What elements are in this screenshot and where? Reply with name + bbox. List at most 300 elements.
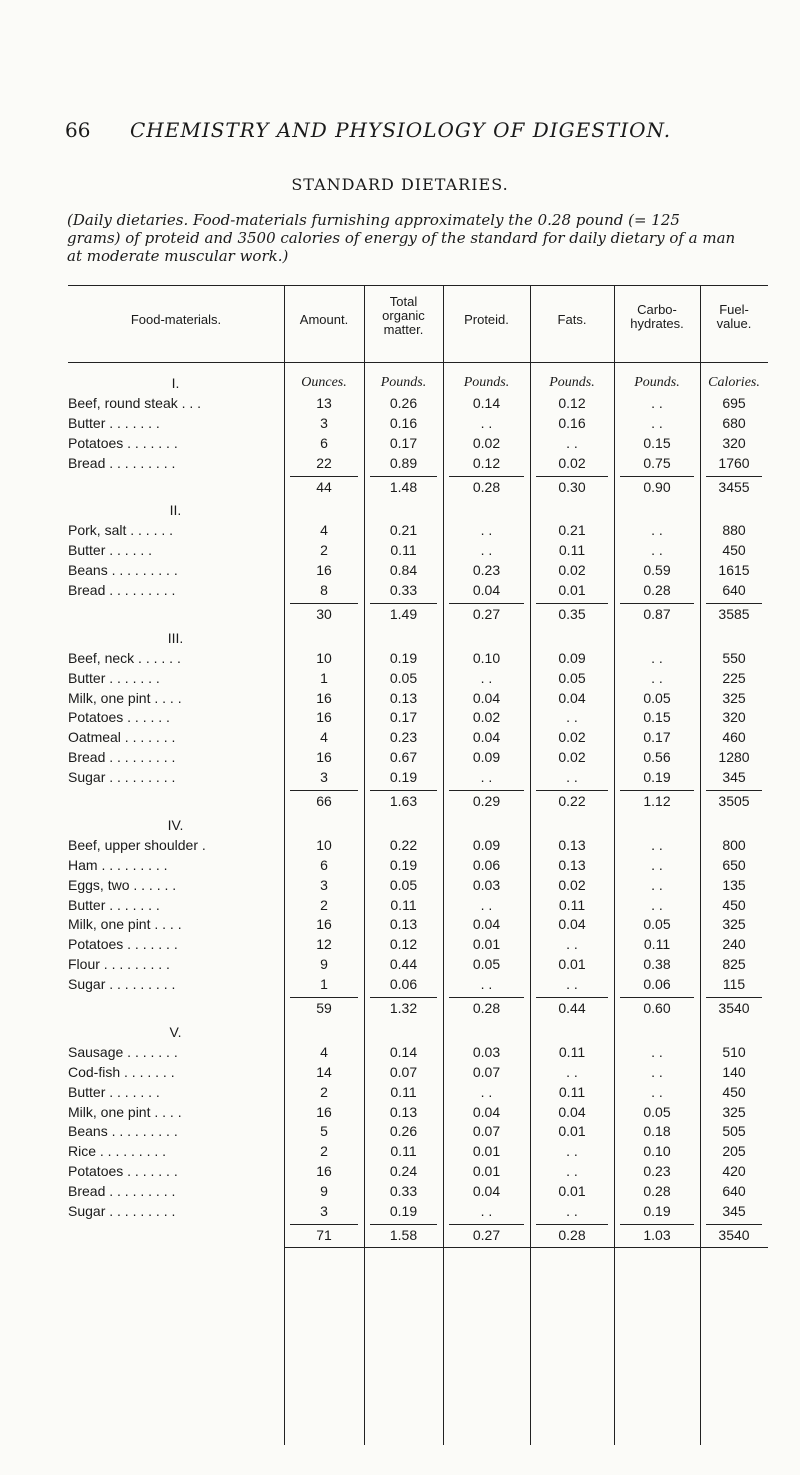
table-cell: 0.18 [643, 1123, 671, 1140]
table-cell: 4 [320, 522, 328, 539]
table-cell: 0.11 [390, 542, 417, 559]
total-cell: 3505 [718, 793, 750, 809]
table-cell: . . [651, 542, 663, 559]
table-cell: 345 [722, 769, 746, 786]
table-cell: 12 [316, 936, 332, 953]
table-cell: 0.21 [558, 522, 586, 539]
table-cell: 0.07 [472, 1063, 501, 1080]
total-rule [706, 476, 762, 477]
table-cell: 450 [722, 1083, 746, 1100]
total-cell: 0.27 [472, 605, 501, 622]
table-cell: 0.16 [558, 414, 586, 431]
table-cell: 1 [320, 976, 328, 993]
table-cell: . . [480, 1083, 493, 1100]
table-cell: 0.01 [472, 936, 501, 953]
table-cell: 325 [722, 689, 746, 706]
table-cell: 16 [316, 709, 332, 726]
table-cell: 0.11 [390, 1143, 417, 1160]
total-cell: 71 [316, 1226, 332, 1243]
table-cell: . . [566, 1063, 578, 1080]
table-cell: . . [480, 976, 493, 993]
total-rule [706, 790, 762, 791]
total-cell: 0.44 [558, 1000, 586, 1016]
total-rule [706, 1224, 762, 1225]
table-cell: 0.38 [643, 956, 671, 973]
table-cell: . . [480, 414, 493, 431]
table-cell: 3 [320, 1203, 328, 1219]
table-cell: 0.04 [472, 729, 501, 746]
table-cell: 420 [722, 1163, 746, 1180]
total-bottom-rule [364, 1247, 443, 1248]
table-cell: 0.24 [389, 1163, 418, 1180]
table-cell: 0.84 [389, 562, 418, 579]
total-rule [290, 790, 358, 791]
table-cell: 0.16 [389, 414, 418, 431]
total-cell: 0.87 [643, 605, 671, 622]
table-cell: 0.12 [389, 936, 418, 953]
table-cell: 0.33 [389, 1183, 418, 1200]
group-label: IV. [167, 816, 184, 833]
total-cell: 0.27 [472, 1226, 501, 1243]
table-cell: 0.02 [558, 749, 586, 766]
column-header: Total organic matter. [382, 294, 425, 337]
total-cell: 44 [316, 478, 332, 495]
table-cell: 0.13 [389, 1103, 418, 1120]
total-rule [370, 603, 437, 604]
total-rule [536, 476, 608, 477]
table-cell: 0.11 [558, 1083, 586, 1100]
table-cell: 0.26 [389, 394, 418, 411]
food-name: Beans . . . . . . . . . [68, 1123, 178, 1140]
header-rule [68, 362, 768, 363]
table-cell: 0.04 [472, 1103, 501, 1120]
unit-label: Pounds. [463, 375, 510, 390]
table-cell: 0.12 [472, 454, 501, 471]
table-cell: 2 [320, 542, 328, 559]
total-cell: 3455 [718, 478, 750, 495]
total-bottom-rule [530, 1247, 614, 1248]
food-name: Rice . . . . . . . . . [68, 1143, 167, 1160]
table-cell: 0.01 [558, 956, 586, 973]
table-cell: 16 [316, 1103, 332, 1120]
table-cell: . . [651, 669, 663, 686]
running-head: CHEMISTRY AND PHYSIOLOGY OF DIGESTION. [130, 118, 672, 142]
total-cell: 3585 [718, 605, 750, 622]
total-cell: 3540 [718, 1226, 750, 1243]
table-cell: . . [566, 1163, 578, 1180]
table-cell: . . [651, 896, 663, 913]
table-cell: 240 [722, 936, 746, 953]
table-cell: 3 [320, 769, 328, 786]
table-cell: 0.04 [472, 916, 501, 933]
table-cell: 0.01 [558, 1183, 586, 1200]
table-cell: . . [651, 856, 663, 873]
table-cell: 320 [722, 709, 746, 726]
table-cell: 0.11 [390, 1083, 417, 1100]
table-cell: 0.05 [643, 689, 671, 706]
table-cell: 0.06 [389, 976, 418, 993]
table-cell: 16 [316, 749, 332, 766]
table-cell: 450 [722, 542, 746, 559]
table-cell: 0.02 [558, 729, 586, 746]
table-cell: 0.05 [643, 916, 671, 933]
table-cell: 0.14 [389, 1043, 418, 1060]
table-cell: . . [651, 414, 663, 431]
dietary-table [68, 285, 760, 1475]
table-cell: 0.04 [472, 582, 501, 598]
table-cell: 680 [722, 414, 746, 431]
total-cell: 0.28 [472, 1000, 501, 1016]
column-header: Carbo- hydrates. [630, 302, 684, 331]
table-cell: 345 [722, 1203, 746, 1219]
food-name: Eggs, two . . . . . . [68, 876, 177, 893]
table-cell: 0.59 [643, 562, 671, 579]
table-cell: 0.04 [472, 1183, 501, 1200]
food-name: Ham . . . . . . . . . [68, 856, 168, 873]
table-cell: 0.22 [389, 836, 418, 853]
table-cell: . . [480, 896, 493, 913]
total-rule [449, 476, 524, 477]
table-cell: 0.09 [472, 749, 501, 766]
table-cell: . . [566, 709, 578, 726]
food-name: Sugar . . . . . . . . . [68, 976, 176, 993]
table-cell: 0.03 [472, 876, 501, 893]
total-cell: 66 [316, 793, 332, 809]
table-cell: 140 [722, 1063, 746, 1080]
table-cell: 0.17 [389, 709, 418, 726]
food-name: Potatoes . . . . . . . [68, 936, 178, 953]
table-cell: 8 [320, 582, 328, 598]
table-cell: 550 [722, 649, 746, 666]
table-cell: 0.11 [558, 542, 586, 559]
food-name: Beef, round steak . . . [68, 394, 202, 411]
table-cell: 0.67 [389, 749, 418, 766]
table-cell: 1760 [718, 454, 750, 471]
table-cell: . . [480, 522, 493, 539]
table-cell: 9 [320, 956, 328, 973]
table-cell: 0.06 [472, 856, 501, 873]
food-name: Butter . . . . . . . [68, 414, 160, 431]
total-cell: 59 [316, 1000, 332, 1016]
group-label: V. [169, 1023, 182, 1040]
table-cell: 0.23 [472, 562, 501, 579]
table-cell: 10 [316, 649, 332, 666]
total-rule [620, 1224, 694, 1225]
food-name: Bread . . . . . . . . . [68, 454, 176, 471]
table-cell: 0.01 [472, 1143, 501, 1160]
food-name: Pork, salt . . . . . . [68, 522, 174, 539]
unit-label: Calories. [708, 375, 760, 390]
food-name: Milk, one pint . . . . [68, 1103, 182, 1120]
table-cell: 640 [722, 1183, 746, 1200]
total-rule [536, 603, 608, 604]
table-cell: 0.15 [643, 709, 671, 726]
total-rule [620, 603, 694, 604]
table-cell: 0.17 [389, 434, 418, 451]
total-rule [620, 790, 694, 791]
table-cell: 0.56 [643, 749, 671, 766]
food-name: Bread . . . . . . . . . [68, 582, 176, 598]
table-cell: 0.26 [389, 1123, 418, 1140]
table-cell: 0.75 [643, 454, 671, 471]
total-rule [536, 997, 608, 998]
table-cell: 0.01 [558, 582, 586, 598]
table-cell: 2 [320, 1143, 328, 1160]
total-cell: 1.32 [389, 1000, 418, 1016]
total-rule [449, 1224, 524, 1225]
table-cell: 320 [722, 434, 746, 451]
table-cell: 0.13 [389, 689, 418, 706]
table-cell: 0.12 [558, 394, 586, 411]
total-rule [370, 1224, 437, 1225]
column-header: Fats. [557, 312, 587, 327]
total-cell: 1.63 [389, 793, 418, 809]
total-rule [620, 476, 694, 477]
total-rule [290, 1224, 358, 1225]
table-cell: 650 [722, 856, 746, 873]
table-cell: 0.10 [472, 649, 501, 666]
table-cell: . . [566, 1143, 578, 1160]
table-cell: 0.10 [643, 1143, 671, 1160]
group-label: III. [167, 629, 184, 646]
table-cell: 695 [722, 394, 746, 411]
total-cell: 0.30 [558, 478, 586, 495]
table-cell: 0.04 [558, 916, 586, 933]
table-cell: . . [651, 394, 663, 411]
total-rule [536, 1224, 608, 1225]
table-cell: 13 [316, 394, 332, 411]
total-cell: 1.58 [389, 1226, 418, 1243]
table-cell: . . [651, 1063, 663, 1080]
table-cell: 0.33 [389, 582, 418, 598]
total-rule [620, 997, 694, 998]
table-cell: 0.19 [643, 1203, 671, 1219]
table-cell: 0.11 [643, 936, 671, 953]
table-cell: 135 [722, 876, 746, 893]
table-cell: . . [651, 836, 663, 853]
table-cell: 16 [316, 562, 332, 579]
table-cell: 450 [722, 896, 746, 913]
table-cell: 225 [722, 669, 746, 686]
total-rule [290, 476, 358, 477]
table-cell: . . [651, 649, 663, 666]
total-bottom-rule [284, 1247, 364, 1248]
table-cell: 0.89 [389, 454, 418, 471]
table-cell: 0.11 [558, 896, 586, 913]
total-bottom-rule [700, 1247, 768, 1248]
total-rule [370, 997, 437, 998]
table-cell: . . [480, 769, 493, 786]
food-name: Butter . . . . . . [68, 542, 153, 559]
total-cell: 0.28 [558, 1226, 586, 1243]
table-cell: . . [480, 542, 493, 559]
total-rule [370, 476, 437, 477]
food-name: Cod-fish . . . . . . . [68, 1063, 175, 1080]
table-cell: . . [566, 976, 578, 993]
table-cell: 0.05 [389, 669, 418, 686]
table-cell: 9 [320, 1183, 328, 1200]
food-name: Sugar . . . . . . . . . [68, 769, 176, 786]
table-cell: . . [566, 434, 578, 451]
table-cell: 1615 [718, 562, 750, 579]
table-cell: 0.07 [472, 1123, 501, 1140]
unit-label: Pounds. [634, 375, 680, 390]
table-cell: 0.15 [643, 434, 671, 451]
total-cell: 0.90 [643, 478, 671, 495]
table-cell: 0.13 [558, 836, 586, 853]
total-cell: 1.03 [643, 1226, 671, 1243]
total-rule [706, 603, 762, 604]
table-cell: 0.19 [389, 856, 418, 873]
table-cell: 0.28 [643, 582, 671, 598]
table-cell: 0.07 [389, 1063, 418, 1080]
table-cell: 0.06 [643, 976, 671, 993]
total-cell: 1.49 [389, 605, 418, 622]
table-top-rule [68, 285, 768, 286]
table-cell: 0.23 [389, 729, 418, 746]
food-name: Milk, one pint . . . . [68, 916, 182, 933]
table-cell: 0.13 [558, 856, 586, 873]
table-cell: 0.19 [389, 649, 418, 666]
table-cell: . . [651, 1043, 663, 1060]
table-cell: 14 [316, 1063, 332, 1080]
unit-label: Pounds. [549, 375, 595, 390]
total-cell: 1.12 [643, 793, 671, 809]
food-name: Butter . . . . . . . [68, 896, 160, 913]
column-header: Food-materials. [130, 312, 222, 327]
table-cell: 0.01 [558, 1123, 586, 1140]
table-cell: 0.09 [558, 649, 586, 666]
table-cell: 3 [320, 414, 328, 431]
table-title: STANDARD DIETARIES. [291, 175, 509, 194]
table-cell: 0.19 [389, 1203, 418, 1219]
table-cell: 0.01 [472, 1163, 501, 1180]
table-cell: 16 [316, 916, 332, 933]
food-name: Sugar . . . . . . . . . [68, 1203, 176, 1219]
total-cell: 3540 [718, 1000, 750, 1016]
food-name: Butter . . . . . . . [68, 669, 160, 686]
table-cell: 0.05 [643, 1103, 671, 1120]
total-cell: 0.29 [472, 793, 501, 809]
table-cell: . . [480, 669, 493, 686]
table-cell: 10 [316, 836, 332, 853]
table-cell: . . [566, 769, 578, 786]
table-cell: 4 [320, 1043, 328, 1060]
table-cell: 1 [320, 669, 328, 686]
food-name: Beef, neck . . . . . . [68, 649, 181, 666]
table-cell: 2 [320, 896, 328, 913]
table-cell: 0.02 [472, 434, 501, 451]
table-cell: . . [651, 522, 663, 539]
table-cell: 325 [722, 916, 746, 933]
table-cell: 115 [722, 976, 746, 993]
table-cell: 0.05 [558, 669, 586, 686]
table-cell: 205 [722, 1143, 746, 1160]
table-cell: 0.02 [558, 454, 586, 471]
food-name: Bread . . . . . . . . . [68, 1183, 176, 1200]
total-bottom-rule [614, 1247, 700, 1248]
table-cell: 0.05 [472, 956, 501, 973]
table-cell: 0.44 [389, 956, 418, 973]
food-name: Bread . . . . . . . . . [68, 749, 176, 766]
column-header: Proteid. [464, 312, 509, 327]
table-cell: 0.28 [643, 1183, 671, 1200]
total-rule [370, 790, 437, 791]
table-cell: 505 [722, 1123, 746, 1140]
total-rule [706, 997, 762, 998]
total-rule [290, 997, 358, 998]
table-cell: 0.13 [389, 916, 418, 933]
total-rule [449, 603, 524, 604]
total-rule [449, 790, 524, 791]
table-cell: . . [566, 936, 578, 953]
table-cell: 1280 [718, 749, 750, 766]
total-rule [290, 603, 358, 604]
table-cell: 0.04 [558, 1103, 586, 1120]
group-label: I. [171, 375, 180, 391]
table-cell: 0.21 [389, 522, 418, 539]
table-cell: 0.02 [558, 876, 586, 893]
table-cell: 0.11 [390, 896, 417, 913]
table-cell: 6 [320, 434, 328, 451]
total-cell: 0.60 [643, 1000, 671, 1016]
table-cell: 0.04 [472, 689, 501, 706]
table-cell: 0.19 [389, 769, 418, 786]
table-cell: 880 [722, 522, 746, 539]
food-name: Oatmeal . . . . . . . [68, 729, 176, 746]
food-name: Beans . . . . . . . . . [68, 562, 178, 579]
table-cell: 2 [320, 1083, 328, 1100]
table-cell: 5 [320, 1123, 328, 1140]
total-rule [449, 997, 524, 998]
table-cell: 0.17 [643, 729, 671, 746]
food-name: Flour . . . . . . . . . [68, 956, 170, 973]
column-header: Fuel- value. [716, 302, 752, 331]
group-label: II. [169, 502, 182, 519]
food-name: Potatoes . . . . . . . [68, 1163, 178, 1180]
unit-label: Pounds. [380, 375, 427, 390]
table-cell: 4 [320, 729, 328, 746]
total-cell: 30 [316, 605, 332, 622]
page-number: 66 [65, 118, 91, 142]
total-cell: 0.22 [558, 793, 586, 809]
unit-label: Ounces. [301, 375, 347, 390]
food-name: Beef, upper shoulder . [68, 836, 206, 853]
food-name: Milk, one pint . . . . [68, 689, 182, 706]
table-cell: . . [651, 876, 663, 893]
total-cell: 1.48 [389, 478, 418, 495]
table-cell: 640 [722, 582, 746, 598]
total-bottom-rule [443, 1247, 530, 1248]
table-cell: 825 [722, 956, 746, 973]
table-cell: 0.02 [558, 562, 586, 579]
food-name: Sausage . . . . . . . [68, 1043, 178, 1060]
table-cell: 3 [320, 876, 328, 893]
table-cell: . . [651, 1083, 663, 1100]
table-cell: 0.02 [472, 709, 501, 726]
table-cell: 6 [320, 856, 328, 873]
table-cell: 510 [722, 1043, 746, 1060]
table-cell: 0.14 [472, 394, 501, 411]
table-cell: 22 [316, 454, 332, 471]
table-cell: 0.03 [472, 1043, 501, 1060]
column-header: Amount. [299, 312, 349, 327]
table-intro: (Daily dietaries. Food-materials furnishing approximately the 0.28 pound (= 125 grams) of proteid and 3500 calories of energy of the standard for daily dietary of a man at moderate muscular work.) [67, 211, 736, 265]
table-cell: 0.05 [389, 876, 418, 893]
table-cell: 0.09 [472, 836, 501, 853]
table-cell: 460 [722, 729, 746, 746]
food-name: Butter . . . . . . . [68, 1083, 160, 1100]
